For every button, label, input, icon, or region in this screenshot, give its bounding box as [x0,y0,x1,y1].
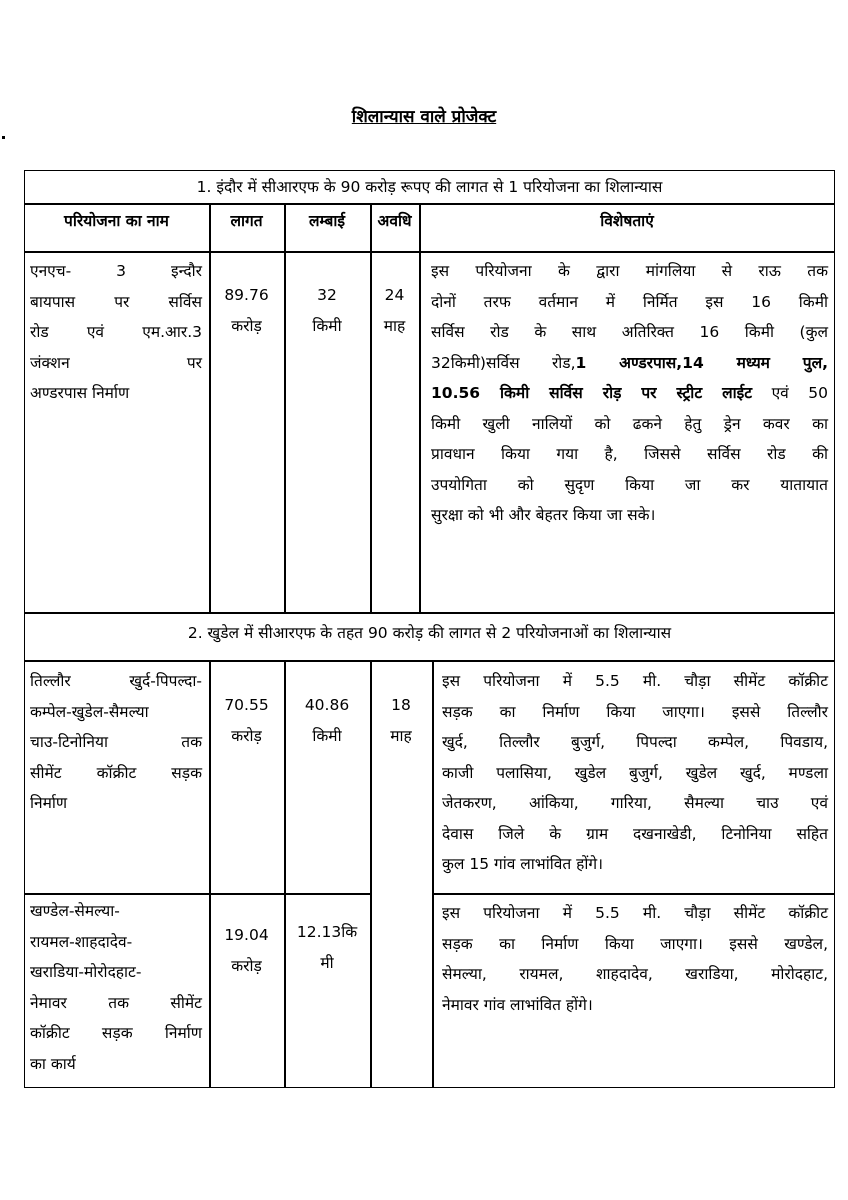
project1-cost: 89.76 करोड़ [224,286,269,335]
project3-cost: 19.04 करोड़ [224,926,269,975]
rule-section1-end [24,612,835,614]
rule-project-split-right [433,893,835,895]
project2-length: 40.86 किमी [304,696,350,745]
col-divider-3a [370,203,372,612]
section2-heading: 2. खुडेल में सीआरएफ के तहत 90 करोड़ की लागत से 2 परियोजनाओं का शिलान्यास [187,624,672,642]
col-divider-1a [209,203,211,612]
col-divider-2a [284,203,286,612]
project3-name: खण्डेल-सेमल्या- रायमल-शाहदादेव- खराडिया-मोरोदहाट- नेमावर तक सीमेंट कॉक्रीट सड़क निर्माण का कार्य [30,902,202,1073]
col-header-duration: अवधि [377,212,412,230]
rule-heading1 [24,203,835,205]
project3-length: 12.13कि मी [296,923,358,972]
page-title: शिलान्यास वाले प्रोजेक्ट [351,107,497,127]
project1-duration: 24 माह [383,286,406,335]
project1-name: एनएच- 3 इन्दौर बायपास पर सर्विस रोड एवं एम.आर.3 जंक्शन पर अण्डरपास निर्माण [30,262,202,402]
col-header-cost: लागत [230,212,263,230]
rule-column-header [24,251,835,253]
project2-cost: 70.55 करोड़ [224,696,269,745]
col-header-features: विशेषताएं [600,212,654,230]
section1-heading: 1. इंदौर में सीआरएफ के 90 करोड़ रूपए की लागत से 1 परियोजना का शिलान्यास [196,178,663,196]
project2-description: इस परियोजना में 5.5 मी. चौड़ा सीमेंट कॉक्रीट सड़क का निर्माण किया जाएगा। इससे तिल्लौर खुर्द, तिल्लौर बुजुर्ग, पिपल्दा कम्पेल, पिवडाय, काजी पलासिया, खुडेल बुजुर्ग, खुडेल खुर्द, मण्डला जेतकरण, आंकिया, गारिया, सैमल्या चाउ एवं देवास जिले के ग्राम दखनाखेडी, टिनोनिया सहित कुल 15 गांव लाभांवित होंगे। [442,672,828,873]
project3-description: इस परियोजना में 5.5 मी. चौड़ा सीमेंट कॉक्रीट सड़क का निर्माण किया जाएगा। इससे खण्डेल, सेमल्या, रायमल, शाहदादेव, खराडिया, मोरोदहाट, नेमावर गांव लाभांवित होंगे। [442,904,828,1014]
rule-project-split-left [24,893,371,895]
stray-mark [2,136,5,139]
rule-heading2 [24,660,835,662]
col-header-length: लम्बाई [308,212,346,230]
section2-duration: 18 माह [390,696,412,745]
col-header-name: परियोजना का नाम [64,212,169,230]
project1-description: इस परियोजना के द्वारा मांगलिया से राऊ तक दोनों तरफ वर्तमान में निर्मित इस 16 किमी सर्विस रोड के साथ अतिरिक्त 16 किमी (कुल 32किमी)सर्विस रोड,1 अण्डरपास,14 मध्यम पुल, 10.56 किमी सर्विस रोड़ पर स्ट्रीट लाईट एवं 50 किमी खुली नालियों को ढकने हेतु ड्रेन कवर का प्रावधान किया गया है, जिससे सर्विस रोड की उपयोगिता को सुदृण किया जा कर यातायात सुरक्षा को भी और बेहतर किया जा सके। [431,262,828,524]
col-divider-4a [419,203,421,612]
col-divider-4b [432,660,434,1088]
project2-name: तिल्लौर खुर्द-पिपल्दा- कम्पेल-खुडेल-सैमल्या चाउ-टिनोनिया तक सीमेंट कॉक्रीट सड़क निर्माण [30,672,202,812]
project1-length: 32 किमी [312,286,342,335]
